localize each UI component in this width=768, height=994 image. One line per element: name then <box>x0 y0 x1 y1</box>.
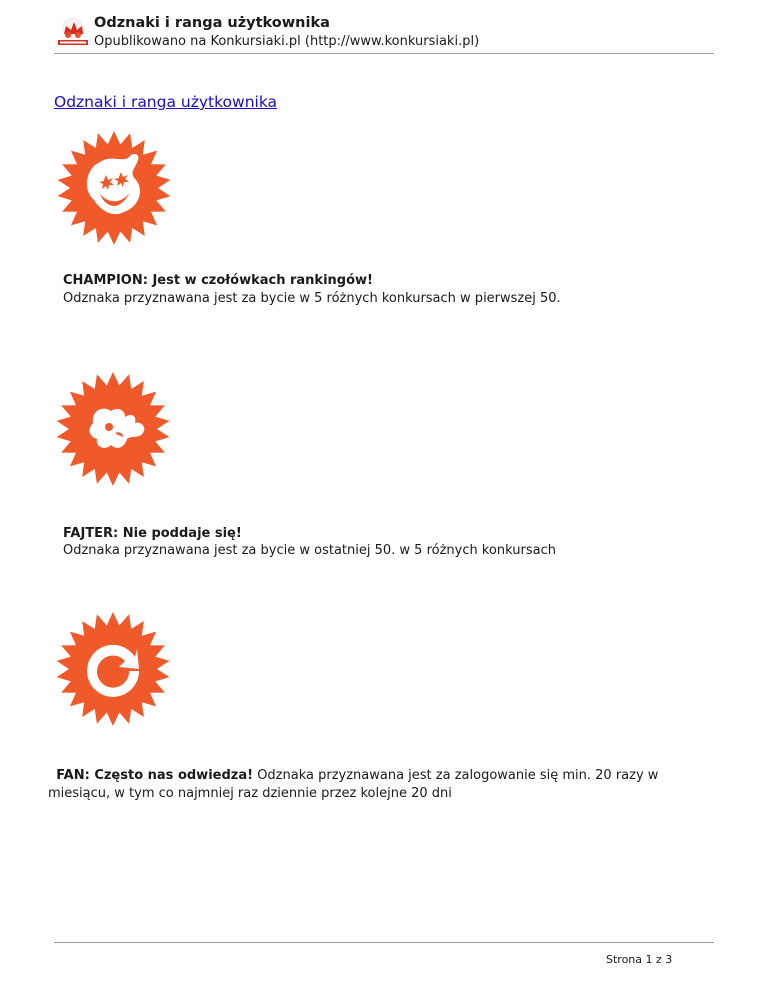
fan-badge-icon <box>55 611 171 727</box>
fan-entry <box>48 767 688 803</box>
fighter-description: Odznaka przyznawana jest za bycie w ostatniej 50. w 5 różnych konkursach <box>63 543 556 558</box>
article-title-link[interactable]: Odznaki i ranga użytkownika <box>54 93 278 111</box>
fighter-badge-icon <box>55 371 171 487</box>
header-subtitle: Opublikowano na Konkursiaki.pl (http://www.konkursiaki.pl) <box>94 34 480 49</box>
header-divider <box>54 53 714 54</box>
fan-heading: FAN: Często nas odwiedza! <box>56 768 254 783</box>
konkursiaki-logo-icon <box>54 14 92 50</box>
fighter-heading: FAJTER: Nie poddaje się! <box>63 526 242 541</box>
page-number: Strona 1 z 3 <box>606 953 673 966</box>
champion-badge-icon <box>56 130 172 246</box>
footer-divider <box>54 942 714 943</box>
champion-heading: CHAMPION: Jest w czołówkach rankingów! <box>63 273 373 288</box>
fan-description: Odznaka przyznawana jest za zalogowanie się min. 20 razy w miesiącu, w tym co najmniej raz dziennie przez kolejne 20 dni <box>48 768 659 801</box>
champion-description: Odznaka przyznawana jest za bycie w 5 różnych konkursach w pierwszej 50. <box>63 291 561 306</box>
page-header <box>54 12 714 54</box>
header-title: Odznaki i ranga użytkownika <box>94 15 330 31</box>
